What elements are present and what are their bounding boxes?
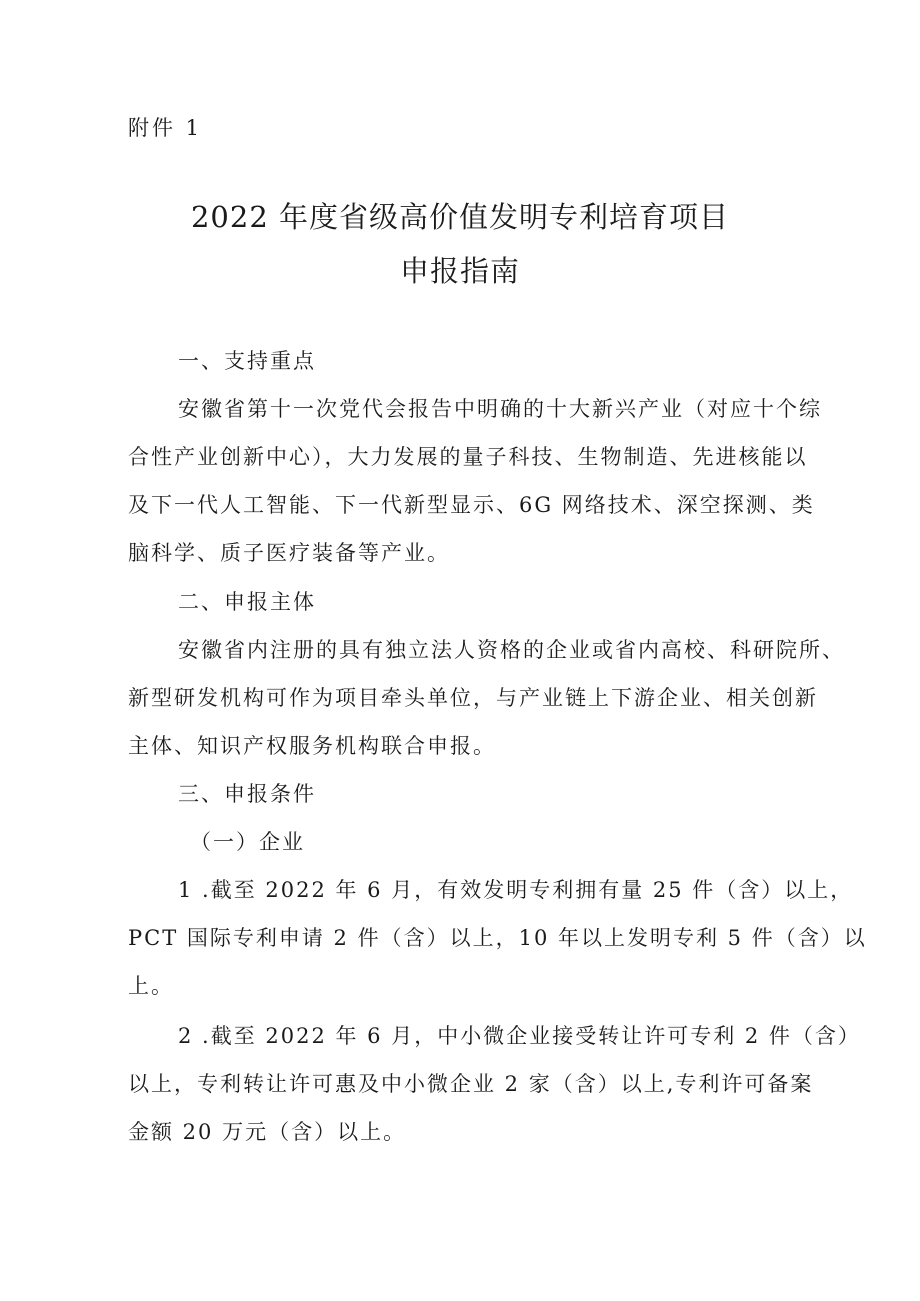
paragraph-line: 安徽省内注册的具有独立法人资格的企业或省内高校、科研院所、 <box>178 638 845 662</box>
paragraph-line: 主体、知识产权服务机构联合申报。 <box>128 734 496 758</box>
paragraph-line: 脑科学、质子医疗装备等产业。 <box>128 541 450 565</box>
paragraph-line: PCT 国际专利申请 2 件（含）以上，10 年以上发明专利 5 件（含）以 <box>128 926 867 950</box>
section-heading-support-focus: 一、支持重点 <box>178 349 316 373</box>
section-heading-applicant: 二、申报主体 <box>178 590 316 614</box>
paragraph-line: 合性产业创新中心），大力发展的量子科技、生物制造、先进核能以 <box>128 445 808 469</box>
subsection-heading-enterprise: （一）企业 <box>190 830 305 854</box>
section-support-focus <box>128 337 828 577</box>
paragraph-line: 安徽省第十一次党代会报告中明确的十大新兴产业（对应十个综 <box>178 397 822 421</box>
paragraph-line: 2 .截至 2022 年 6 月，中小微企业接受转让许可专利 2 件（含） <box>178 1024 861 1048</box>
attachment-label: 附件 1 <box>128 116 203 140</box>
section-applicant <box>128 578 845 770</box>
paragraph-line: 1 .截至 2022 年 6 月，有效发明专利拥有量 25 件（含）以上， <box>178 878 854 902</box>
paragraph-line: 金额 20 万元（含）以上。 <box>128 1120 407 1144</box>
paragraph-line: 及下一代人工智能、下一代新型显示、6G 网络技术、深空探测、类 <box>128 493 815 517</box>
document-title-line-2: 申报指南 <box>399 254 520 288</box>
paragraph-line: 上。 <box>128 974 174 998</box>
paragraph-line: 新型研发机构可作为项目牵头单位，与产业链上下游企业、相关创新 <box>128 686 818 710</box>
paragraph-line: 以上，专利转让许可惠及中小微企业 2 家（含）以上,专利许可备案 <box>128 1072 814 1096</box>
document-title-line-1: 2022 年度省级高价值发明专利培育项目 <box>190 200 730 234</box>
section-heading-conditions: 三、申报条件 <box>178 782 316 806</box>
section-conditions <box>128 770 867 1010</box>
section-conditions-item-2 <box>128 1012 861 1156</box>
